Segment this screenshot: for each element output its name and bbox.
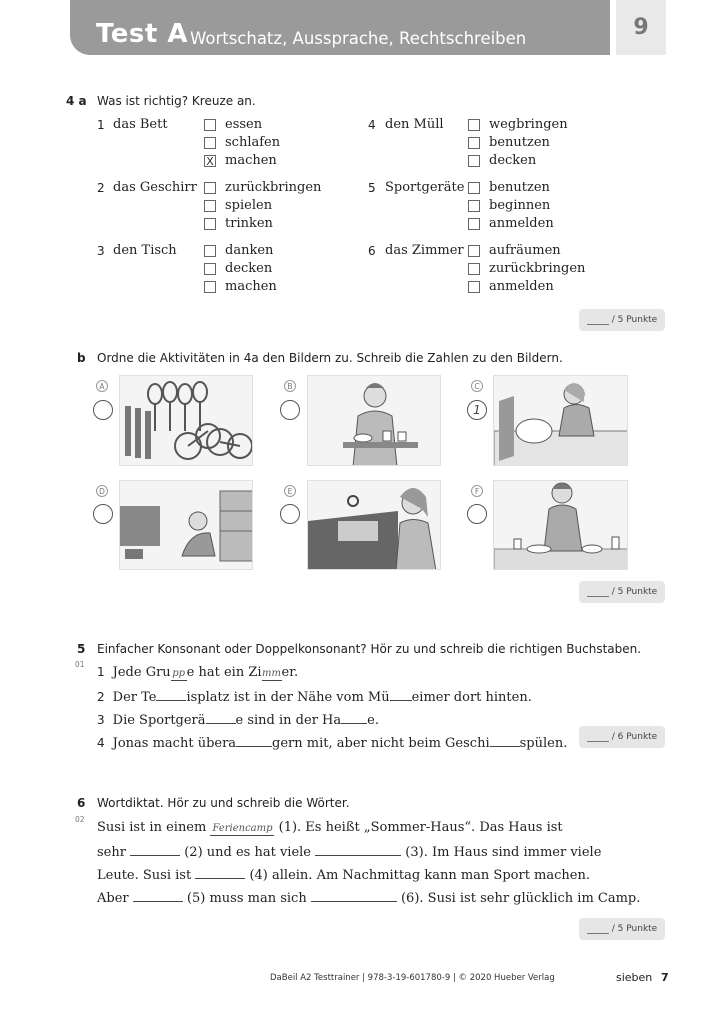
picture-label: D	[96, 485, 108, 497]
option-label: anmelden	[489, 279, 554, 294]
dictation-line: Leute. Susi ist (4) allein. Am Nachmittag kann man Sport machen.	[97, 868, 590, 883]
audio-track-number: 02	[75, 815, 85, 824]
item-noun: Sportgeräte	[385, 180, 465, 195]
making-bed-illustration	[494, 376, 628, 466]
footer-credit: DaBeil A2 Testtrainer | 978-3-19-601780-9 | © 2020 Hueber Verlag	[270, 973, 555, 983]
answer-circle[interactable]	[280, 400, 300, 420]
option-label: aufräumen	[489, 243, 561, 258]
points-box[interactable]: / 6 Punkte	[579, 726, 665, 748]
option-label: beginnen	[489, 198, 551, 213]
dictation-line: Susi ist in einem Feriencamp (1). Es heißt „Sommer-Haus“. Das Haus ist	[97, 820, 563, 835]
fill-blank[interactable]	[490, 734, 520, 747]
fill-blank[interactable]	[315, 843, 401, 856]
picture-label: C	[471, 380, 483, 392]
picture-tidying-room	[119, 480, 253, 570]
checkbox[interactable]	[204, 281, 216, 293]
item-noun: den Tisch	[113, 243, 177, 258]
page-word: sieben	[616, 971, 653, 984]
checkbox[interactable]	[468, 119, 480, 131]
option-label: spielen	[225, 198, 273, 213]
answer-circle[interactable]	[93, 504, 113, 524]
exercise-number: 4 a	[66, 94, 87, 108]
chapter-number: 9	[616, 0, 666, 55]
option-label: zurückbringen	[489, 261, 586, 276]
exercise-number: b	[77, 351, 86, 365]
picture-tray-dishes	[307, 375, 441, 466]
test-title: Test A	[96, 19, 188, 49]
test-subtitle: Wortschatz, Aussprache, Rechtschreiben	[190, 29, 527, 48]
fill-blank[interactable]: Feriencamp	[212, 823, 273, 834]
fill-blank[interactable]	[390, 688, 412, 701]
answer-circle[interactable]	[467, 504, 487, 524]
checkbox[interactable]	[204, 218, 216, 230]
checkbox[interactable]	[204, 200, 216, 212]
picture-trash-bin	[307, 480, 441, 570]
checkbox[interactable]	[468, 218, 480, 230]
fill-blank[interactable]: pp	[172, 668, 186, 679]
checkbox[interactable]	[468, 200, 480, 212]
option-label: essen	[225, 117, 263, 132]
checkbox[interactable]: X	[204, 155, 216, 167]
item-number: 1	[97, 118, 105, 132]
picture-bikes-rackets	[119, 375, 253, 466]
tidying-room-illustration	[120, 481, 253, 570]
option-label: machen	[225, 279, 277, 294]
option-label: benutzen	[489, 180, 550, 195]
checkbox[interactable]	[468, 245, 480, 257]
item-number: 6	[368, 244, 376, 258]
exercise-instruction: Ordne die Aktivitäten in 4a den Bildern zu. Schreib die Zahlen zu den Bildern.	[97, 351, 563, 365]
points-box[interactable]: / 5 Punkte	[579, 918, 665, 940]
checkbox[interactable]	[204, 119, 216, 131]
bikes-illustration	[120, 376, 253, 466]
picture-making-bed	[493, 375, 628, 466]
sentence-line: 2 Der Te isplatz ist in der Nähe vom Mü eimer dort hinten.	[97, 690, 532, 705]
option-label: zurückbringen	[225, 180, 322, 195]
page-number: 7	[661, 971, 669, 984]
fill-blank[interactable]	[341, 711, 367, 724]
option-label: machen	[225, 153, 277, 168]
picture-label: A	[96, 380, 108, 392]
item-number: 2	[97, 181, 105, 195]
exercise-instruction: Wortdiktat. Hör zu und schreib die Wörter.	[97, 796, 350, 810]
exercise-number: 5	[77, 642, 86, 656]
sentence-line: 4 Jonas macht übera gern mit, aber nicht beim Geschi spülen.	[97, 736, 568, 751]
checkbox[interactable]	[468, 137, 480, 149]
item-noun: das Geschirr	[113, 180, 197, 195]
fill-blank[interactable]	[206, 711, 236, 724]
fill-blank[interactable]	[133, 889, 183, 902]
setting-table-illustration	[494, 481, 628, 570]
option-label: trinken	[225, 216, 273, 231]
option-label: decken	[225, 261, 273, 276]
fill-blank[interactable]	[130, 843, 180, 856]
answer-circle[interactable]	[93, 400, 113, 420]
points-box[interactable]: / 5 Punkte	[579, 581, 665, 603]
trash-bin-illustration	[308, 481, 441, 570]
picture-setting-table	[493, 480, 628, 570]
checkbox[interactable]	[204, 182, 216, 194]
dictation-line: Aber (5) muss man sich (6). Susi ist sehr glücklich im Camp.	[97, 891, 641, 906]
option-label: wegbringen	[489, 117, 568, 132]
sentence-line: 3 Die Sportgerä e sind in der Ha e.	[97, 713, 379, 728]
dictation-line: sehr (2) und es hat viele (3). Im Haus sind immer viele	[97, 845, 602, 860]
option-label: danken	[225, 243, 274, 258]
exercise-instruction: Was ist richtig? Kreuze an.	[97, 94, 256, 108]
sentence-line: 1 Jede Gru pp e hat ein Zimmer.	[97, 665, 299, 680]
exercise-instruction: Einfacher Konsonant oder Doppelkonsonant? Hör zu und schreib die richtigen Buchstaben.	[97, 642, 642, 656]
checkbox[interactable]	[468, 263, 480, 275]
checkbox[interactable]	[204, 137, 216, 149]
fill-blank[interactable]	[311, 889, 397, 902]
fill-blank[interactable]	[195, 866, 245, 879]
item-noun: das Bett	[113, 117, 168, 132]
exercise-number: 6	[77, 796, 86, 810]
checkbox[interactable]	[468, 281, 480, 293]
item-noun: das Zimmer	[385, 243, 464, 258]
checkbox[interactable]	[468, 155, 480, 167]
checkbox[interactable]	[468, 182, 480, 194]
item-noun: den Müll	[385, 117, 444, 132]
option-label: benutzen	[489, 135, 550, 150]
fill-blank[interactable]	[236, 734, 272, 747]
answer-circle[interactable]: 1	[467, 400, 487, 420]
answer-circle[interactable]	[280, 504, 300, 524]
checkbox[interactable]	[204, 245, 216, 257]
item-number: 5	[368, 181, 376, 195]
points-box[interactable]: / 5 Punkte	[579, 309, 665, 331]
item-number: 3	[97, 244, 105, 258]
person-with-tray-illustration	[308, 376, 441, 466]
option-label: anmelden	[489, 216, 554, 231]
fill-blank[interactable]	[156, 688, 186, 701]
option-label: schlafen	[225, 135, 281, 150]
picture-label: B	[284, 380, 296, 392]
picture-label: F	[471, 485, 483, 497]
audio-track-number: 01	[75, 660, 85, 669]
checkbox[interactable]	[204, 263, 216, 275]
picture-label: E	[284, 485, 296, 497]
item-number: 4	[368, 118, 376, 132]
option-label: decken	[489, 153, 537, 168]
fill-blank[interactable]: mm	[262, 668, 282, 679]
